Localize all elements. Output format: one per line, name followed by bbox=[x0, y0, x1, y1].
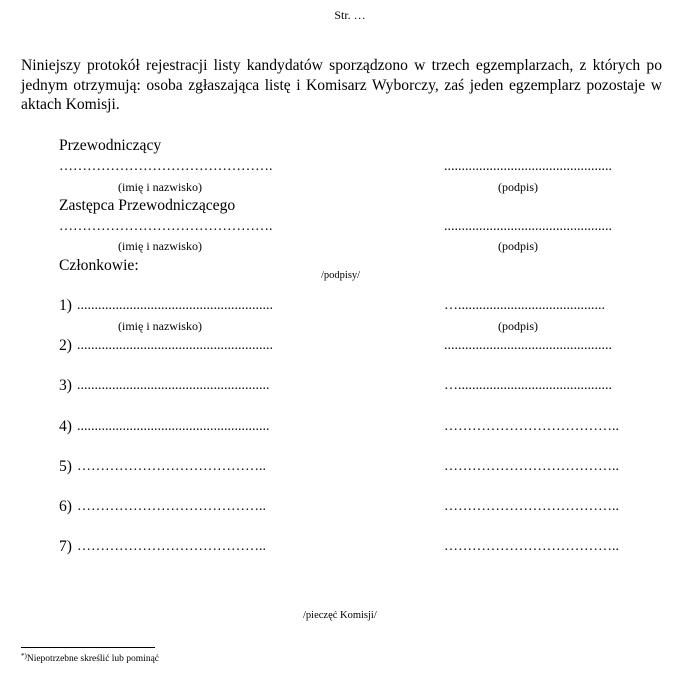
member-7-number: 7) bbox=[59, 538, 72, 555]
member-2-signature-line: ................................................ bbox=[444, 338, 612, 353]
footnote-separator bbox=[21, 647, 155, 648]
member-name-caption: (imię i nazwisko) bbox=[118, 319, 202, 333]
footnote bbox=[21, 652, 159, 664]
deputy-signature-caption: (podpis) bbox=[498, 239, 538, 253]
member-1-name-line: ........................................................ bbox=[77, 298, 273, 313]
member-7-name-line: ………………………………….. bbox=[77, 539, 266, 554]
chairman-name-line: ………………………………………. bbox=[59, 159, 273, 174]
stamp-note: /pieczęć Komisji/ bbox=[303, 610, 377, 621]
member-signature-caption: (podpis) bbox=[498, 319, 538, 333]
member-2-number: 2) bbox=[59, 337, 72, 354]
member-4-signature-line: ……………………………….. bbox=[444, 419, 619, 434]
page-number: Str. … bbox=[334, 8, 366, 22]
chairman-name-caption: (imię i nazwisko) bbox=[118, 180, 202, 194]
member-4-name-line: ....................................................... bbox=[77, 419, 270, 434]
member-3-number: 3) bbox=[59, 377, 72, 394]
member-3-name-line: ....................................................... bbox=[77, 378, 270, 393]
deputy-role: Zastępca Przewodniczącego bbox=[59, 197, 236, 214]
member-1-signature-line: ….......................................... bbox=[444, 298, 605, 313]
chairman-signature-caption: (podpis) bbox=[498, 180, 538, 194]
footnote-text: Niepotrzebne skreślić lub pominąć bbox=[26, 654, 160, 664]
member-6-name-line: ………………………………….. bbox=[77, 499, 266, 514]
member-3-signature-line: …............................................ bbox=[444, 378, 612, 393]
member-2-name-line: ........................................................ bbox=[77, 338, 273, 353]
signatures-note: /podpisy/ bbox=[321, 270, 361, 281]
deputy-signature-line: ................................................ bbox=[444, 219, 612, 234]
member-6-signature-line: ……………………………….. bbox=[444, 499, 619, 514]
footnote-marker: *) bbox=[21, 652, 27, 660]
member-5-name-line: ………………………………….. bbox=[77, 459, 266, 474]
chairman-signature-line: ................................................ bbox=[444, 159, 612, 174]
deputy-name-line: ………………………………………. bbox=[59, 219, 273, 234]
member-5-number: 5) bbox=[59, 458, 72, 475]
member-5-signature-line: ……………………………….. bbox=[444, 459, 619, 474]
member-1-number: 1) bbox=[59, 297, 72, 314]
member-4-number: 4) bbox=[59, 418, 72, 435]
members-heading: Członkowie: bbox=[59, 257, 139, 274]
member-6-number: 6) bbox=[59, 498, 72, 515]
member-7-signature-line: ……………………………….. bbox=[444, 539, 619, 554]
deputy-name-caption: (imię i nazwisko) bbox=[118, 239, 202, 253]
intro-paragraph: Niniejszy protokół rejestracji listy kandydatów sporządzono w trzech egzemplarzach, z których po jednym otrzymują: osoba zgłaszająca listę i Komisarz Wyborczy, zaś jeden egzemplarz pozostaje w aktach Komisji. bbox=[21, 57, 662, 113]
chairman-role: Przewodniczący bbox=[59, 137, 162, 154]
